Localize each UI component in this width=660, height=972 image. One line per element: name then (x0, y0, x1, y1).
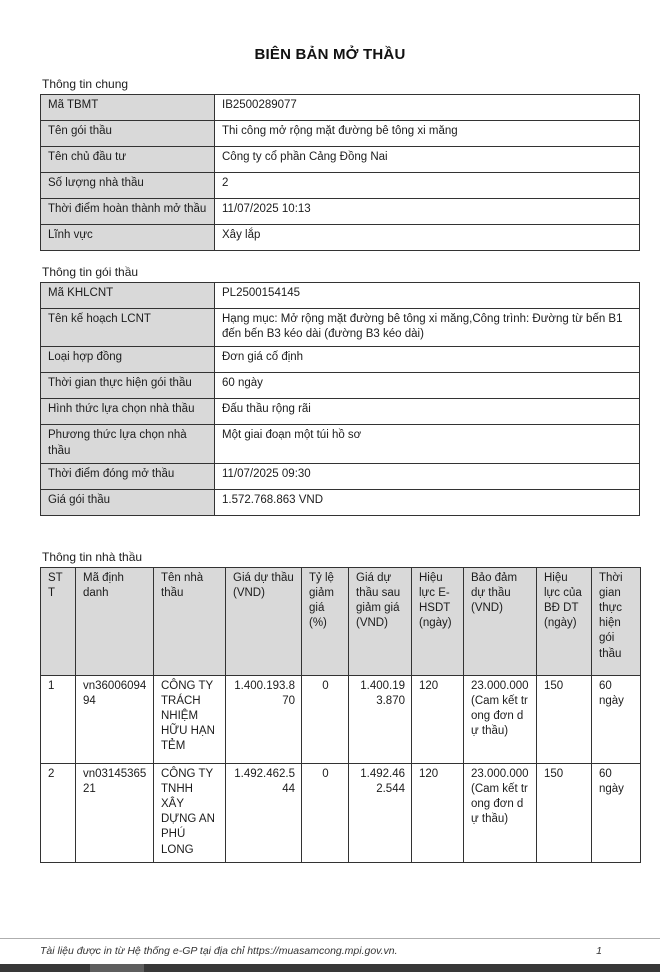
row-value: Đấu thầu rộng rãi (215, 399, 640, 425)
table-row (41, 147, 640, 173)
column-header: Tên nhà thầu (154, 567, 226, 675)
row-label: Tên chủ đầu tư (41, 147, 215, 173)
row-value: 2 (215, 173, 640, 199)
table-row (41, 425, 640, 463)
table-row (41, 173, 640, 199)
cell-contractor-name: CÔNG TY TNHH XÂY DỰNG AN PHÚ LONG (154, 763, 226, 862)
row-label: Tên kế hoạch LCNT (41, 309, 215, 347)
column-header: Bảo đảm dự thầu (VND) (464, 567, 537, 675)
table-header-row (41, 567, 641, 675)
cell-stt: 2 (41, 763, 76, 862)
row-value: 11/07/2025 09:30 (215, 463, 640, 489)
table-row (41, 373, 640, 399)
table-row (41, 309, 640, 347)
section-title-general-info: Thông tin chung (42, 77, 129, 91)
contractor-row (41, 763, 641, 862)
column-header: Tỷ lệ giảm giá (%) (302, 567, 349, 675)
column-header: Mã định danh (76, 567, 154, 675)
row-label: Hình thức lựa chọn nhà thầu (41, 399, 215, 425)
row-label: Thời điểm đóng mở thầu (41, 463, 215, 489)
cell-bid-price: 1.400.193.870 (226, 675, 302, 763)
row-value: Đơn giá cố định (215, 347, 640, 373)
section-title-contractor-info: Thông tin nhà thầu (42, 549, 143, 564)
cell-stt: 1 (41, 675, 76, 763)
table-row (41, 399, 640, 425)
scrollbar-thumb[interactable] (90, 964, 144, 972)
row-label: Tên gói thầu (41, 121, 215, 147)
row-label: Giá gói thầu (41, 489, 215, 515)
cell-duration: 60 ngày (592, 675, 641, 763)
row-label: Thời điểm hoàn thành mở thầu (41, 199, 215, 225)
column-header: Hiệu lực của BĐ DT (ngày) (537, 567, 592, 675)
column-header: Giá dự thầu sau giảm giá (VND) (349, 567, 412, 675)
row-label: Mã TBMT (41, 95, 215, 121)
row-value: PL2500154145 (215, 283, 640, 309)
table-row (41, 199, 640, 225)
table-row (41, 347, 640, 373)
page-footer (40, 945, 602, 957)
cell-bid-price: 1.492.462.544 (226, 763, 302, 862)
row-value: 1.572.768.863 VND (215, 489, 640, 515)
row-label: Phương thức lựa chọn nhà thầu (41, 425, 215, 463)
document-page (0, 46, 660, 972)
contractor-table (40, 567, 641, 863)
cell-discount: 0 (302, 675, 349, 763)
contractor-row (41, 675, 641, 763)
cell-bid-security: 23.000.000 (Cam kết trong đơn dự thầu) (464, 763, 537, 862)
cell-contractor-name: CÔNG TY TRÁCH NHIỆM HỮU HẠN TẺM (154, 675, 226, 763)
footer-note: Tài liệu được in từ Hệ thống e-GP tại địa chỉ https://muasamcong.mpi.gov.vn. (40, 945, 398, 957)
table-row (41, 225, 640, 251)
footer-divider (0, 938, 660, 939)
horizontal-scrollbar[interactable] (0, 964, 660, 972)
table-row (41, 283, 640, 309)
column-header: STT (41, 567, 76, 675)
cell-security-validity: 150 (537, 675, 592, 763)
table-row (41, 95, 640, 121)
row-label: Thời gian thực hiện gói thầu (41, 373, 215, 399)
section-title-package-info: Thông tin gói thầu (42, 265, 139, 279)
row-label: Mã KHLCNT (41, 283, 215, 309)
cell-id: vn3600609494 (76, 675, 154, 763)
row-value: Hạng mục: Mở rộng mặt đường bê tông xi măng,Công trình: Đường từ bến B1 đến bến B3 kéo dài (đường B3 kéo dài) (215, 309, 640, 347)
row-value: 60 ngày (215, 373, 640, 399)
cell-security-validity: 150 (537, 763, 592, 862)
column-header: Thời gian thực hiện gói thầu (592, 567, 641, 675)
cell-validity: 120 (412, 675, 464, 763)
column-header: Hiệu lực E-HSDT (ngày) (412, 567, 464, 675)
row-label: Lĩnh vực (41, 225, 215, 251)
cell-duration: 60 ngày (592, 763, 641, 862)
row-label: Loại hợp đồng (41, 347, 215, 373)
row-value: 11/07/2025 10:13 (215, 199, 640, 225)
table-row (41, 121, 640, 147)
row-value: Một giai đoạn một túi hồ sơ (215, 425, 640, 463)
cell-bid-price-after: 1.492.462.544 (349, 763, 412, 862)
cell-validity: 120 (412, 763, 464, 862)
document-body (40, 77, 640, 863)
row-value: Thi công mở rộng mặt đường bê tông xi măng (215, 121, 640, 147)
column-header: Giá dự thầu (VND) (226, 567, 302, 675)
cell-bid-security: 23.000.000 (Cam kết trong đơn dự thầu) (464, 675, 537, 763)
table-row (41, 489, 640, 515)
table-row (41, 463, 640, 489)
page-title: BIÊN BẢN MỞ THẦU (254, 46, 406, 63)
general-info-table (40, 94, 640, 251)
package-info-table (40, 282, 640, 516)
row-value: Công ty cổ phần Cảng Đồng Nai (215, 147, 640, 173)
row-label: Số lượng nhà thầu (41, 173, 215, 199)
cell-bid-price-after: 1.400.193.870 (349, 675, 412, 763)
row-value: IB2500289077 (215, 95, 640, 121)
row-value: Xây lắp (215, 225, 640, 251)
page-number: 1 (596, 945, 602, 957)
cell-id: vn0314536521 (76, 763, 154, 862)
cell-discount: 0 (302, 763, 349, 862)
